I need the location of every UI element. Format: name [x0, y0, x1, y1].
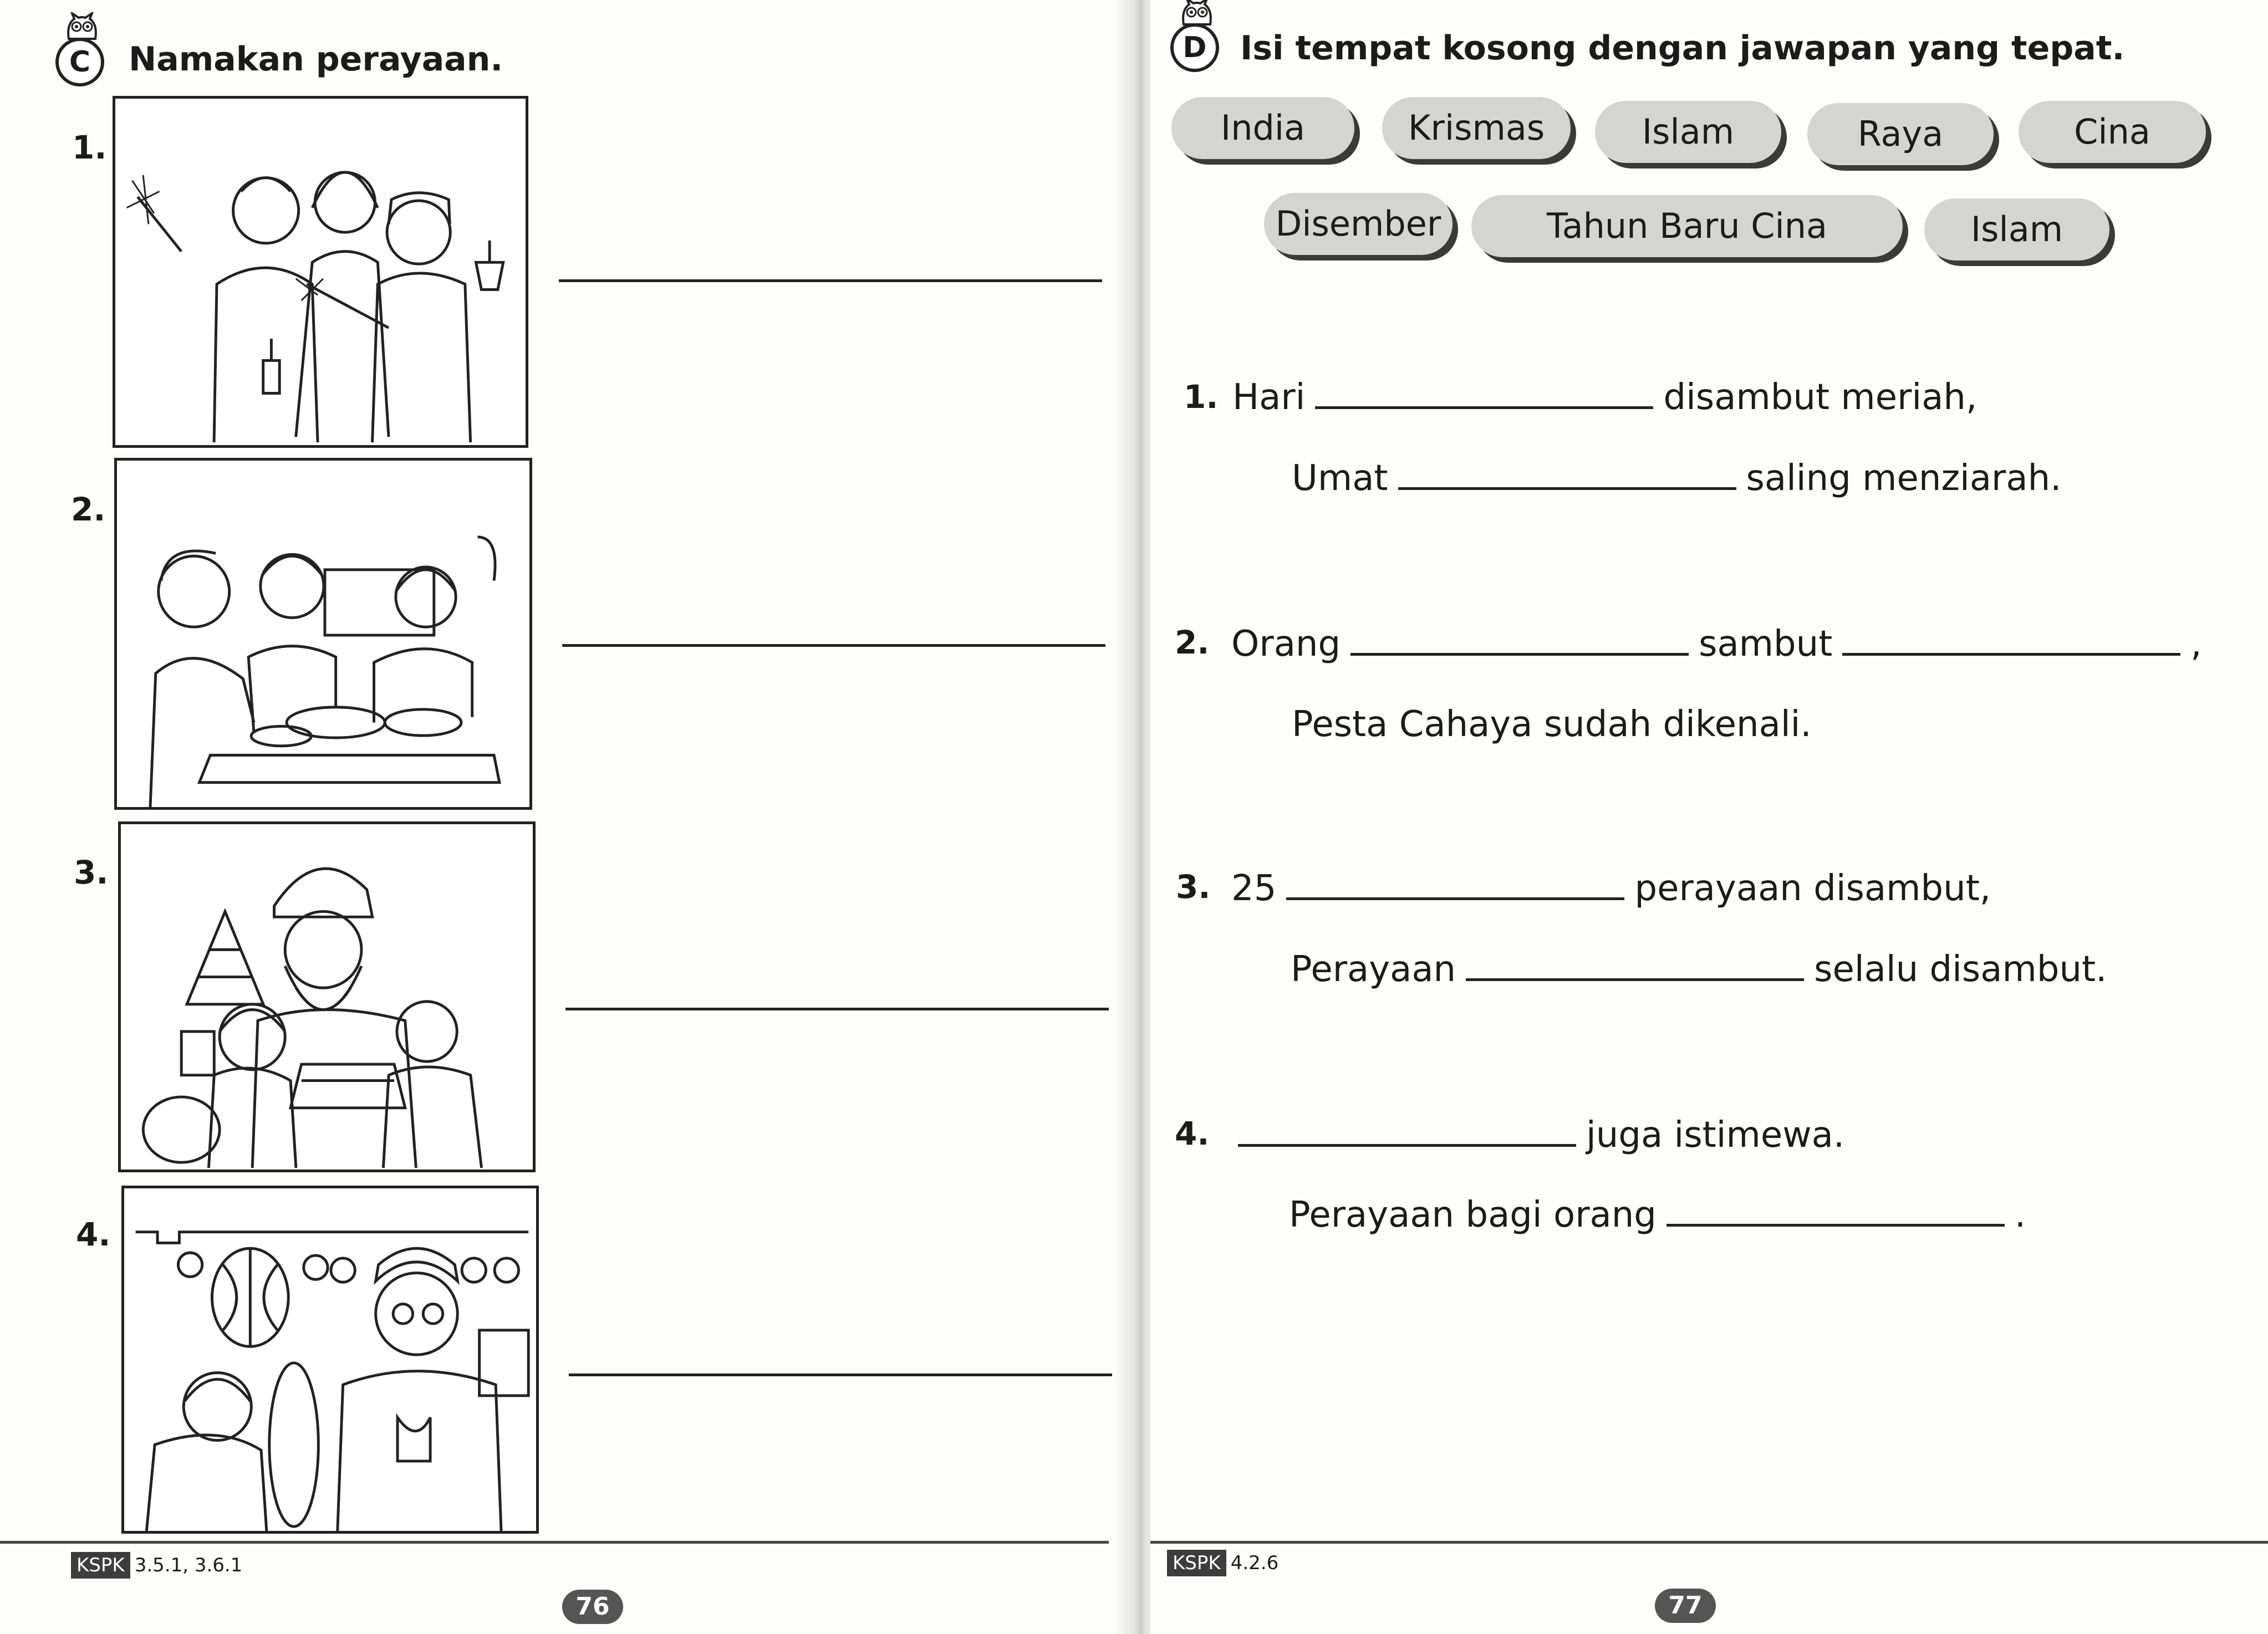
owl-icon — [1179, 0, 1215, 25]
kspk-tag: KSPK — [71, 1552, 130, 1579]
text-after: selalu disambut. — [1814, 949, 2107, 990]
text-before: Perayaan — [1291, 949, 1456, 990]
text-before: 25 — [1231, 868, 1277, 909]
picture-tahun-baru-cina — [121, 1186, 539, 1534]
word-chip[interactable]: Krismas — [1382, 97, 1571, 159]
footer-rule — [1150, 1541, 2268, 1544]
word-chip[interactable]: Islam — [1924, 198, 2109, 261]
picture-krismas — [118, 821, 536, 1172]
text-after: , — [2190, 624, 2202, 665]
kspk-reference — [71, 1552, 242, 1579]
sentence-line — [1292, 458, 2061, 499]
word-chip[interactable]: India — [1171, 97, 1354, 159]
hari-raya-illustration — [115, 99, 526, 445]
question-number: 1. — [72, 129, 107, 166]
blank[interactable] — [1466, 978, 1804, 981]
answer-line[interactable] — [569, 1373, 1112, 1376]
question-number: 2. — [71, 491, 106, 528]
blank[interactable] — [1315, 406, 1653, 409]
picture-hari-raya — [113, 96, 528, 448]
question-number: 4. — [76, 1216, 111, 1253]
question-number: 2. — [1175, 624, 1210, 661]
deepavali-illustration — [117, 461, 529, 807]
text-after: perayaan disambut, — [1634, 868, 1991, 909]
blank[interactable] — [1238, 1144, 1576, 1147]
tahun-baru-cina-illustration — [124, 1188, 536, 1531]
answer-line[interactable] — [559, 279, 1102, 282]
word-chip[interactable]: Cina — [2019, 101, 2206, 163]
text-before: Perayaan bagi orang — [1289, 1194, 1657, 1235]
word-chip[interactable]: Tahun Baru Cina — [1471, 195, 1903, 257]
section-title: Namakan perayaan. — [129, 40, 503, 79]
word-chip[interactable]: Raya — [1807, 103, 1994, 165]
answer-line[interactable] — [562, 644, 1105, 647]
section-d-badge — [1170, 23, 1219, 72]
kspk-reference — [1167, 1550, 1278, 1576]
text-after: juga istimewa. — [1586, 1115, 1845, 1156]
owl-icon — [64, 12, 100, 40]
page-number: 76 — [562, 1590, 623, 1624]
blank[interactable] — [1666, 1224, 2005, 1227]
footer-rule — [0, 1541, 1109, 1544]
picture-deepavali — [114, 458, 532, 810]
text-after: disambut meriah, — [1663, 377, 1978, 418]
blank[interactable] — [1398, 487, 1736, 490]
section-title: Isi tempat kosong dengan jawapan yang tepat. — [1240, 29, 2125, 68]
page-number: 77 — [1655, 1589, 1716, 1623]
sentence-line — [1231, 624, 2202, 665]
blank[interactable] — [1286, 897, 1624, 900]
question-number: 1. — [1184, 378, 1219, 416]
question-number: 4. — [1175, 1115, 1210, 1152]
text-middle: sambut — [1699, 624, 1833, 665]
sentence-line — [1232, 377, 1977, 418]
blank[interactable] — [1350, 653, 1689, 656]
kspk-code: 3.5.1, 3.6.1 — [134, 1554, 243, 1576]
text-before: Umat — [1292, 458, 1388, 499]
sentence-line — [1289, 1194, 2026, 1235]
section-letter: C — [69, 45, 91, 79]
section-letter: D — [1183, 31, 1207, 64]
krismas-illustration — [121, 824, 533, 1170]
question-number: 3. — [74, 854, 109, 891]
answer-line[interactable] — [565, 1008, 1109, 1010]
blank[interactable] — [1842, 653, 2180, 656]
right-page — [1150, 0, 2268, 1634]
text-before: Hari — [1232, 377, 1306, 418]
sentence-line — [1228, 1115, 1844, 1156]
sentence-line — [1291, 949, 2107, 990]
sentence-line — [1231, 868, 1991, 909]
kspk-tag: KSPK — [1167, 1550, 1226, 1576]
word-chip[interactable]: Disember — [1264, 193, 1452, 255]
text-after: . — [2014, 1194, 2026, 1235]
word-chip[interactable]: Islam — [1595, 101, 1781, 163]
kspk-code: 4.2.6 — [1230, 1552, 1279, 1574]
text-before: Orang — [1231, 624, 1341, 665]
question-number: 3. — [1176, 868, 1211, 906]
text-after: saling menziarah. — [1746, 458, 2062, 499]
sentence-line: Pesta Cahaya sudah dikenali. — [1292, 704, 1812, 745]
section-c-badge — [55, 38, 104, 86]
left-page — [0, 0, 1131, 1634]
